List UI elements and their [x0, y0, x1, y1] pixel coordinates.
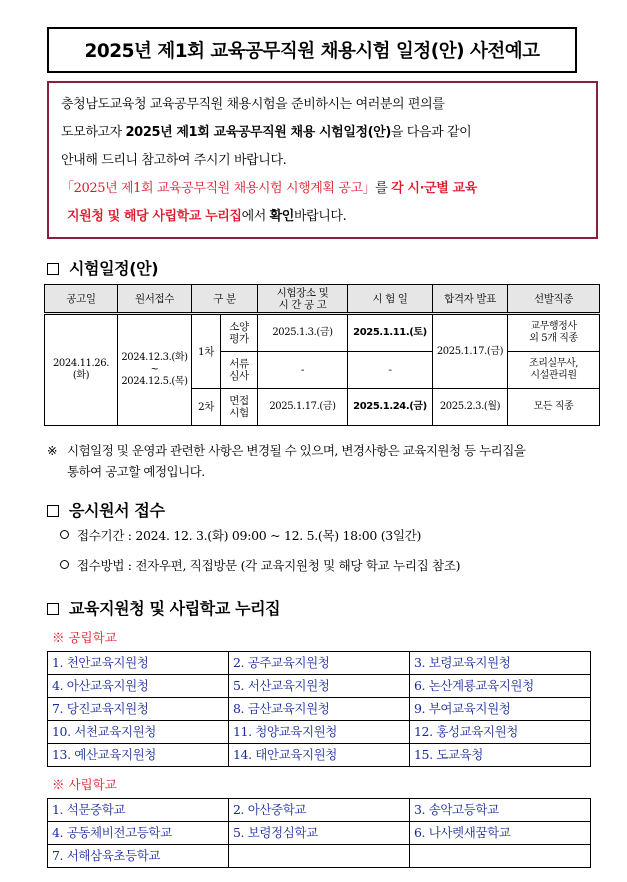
- private-schools-label: ※ 사립학교: [52, 777, 117, 792]
- stage-cell: 2차: [192, 389, 221, 426]
- type-line: 평가: [229, 333, 249, 345]
- type-line: 서류: [229, 358, 249, 370]
- website-link[interactable]: 6. 나사렛새꿈학교: [410, 822, 591, 845]
- exam-date-cell: -: [348, 352, 433, 389]
- website-link[interactable]: 11. 청양교육지원청: [229, 721, 410, 744]
- header-cell: 공고일: [45, 285, 118, 314]
- note-mark: ※: [47, 443, 57, 458]
- type-line: 시험: [229, 407, 249, 419]
- table-row: [48, 744, 591, 767]
- intro-text: 를: [375, 181, 392, 196]
- website-link[interactable]: 2. 공주교육지원청: [229, 652, 410, 675]
- header-cell: 선발직종: [508, 285, 600, 314]
- section-heading-websites: [47, 596, 280, 619]
- place-notice-cell: -: [258, 352, 348, 389]
- website-link[interactable]: 14. 태안교육지원청: [229, 744, 410, 767]
- section-heading-schedule: [47, 256, 158, 279]
- intro-emphasis: 2025년 제1회 교육공무직원 채용 시험일정(안): [125, 125, 391, 140]
- job-line: 교무행정사: [530, 321, 577, 332]
- website-link[interactable]: 3. 송악고등학교: [410, 799, 591, 822]
- website-link[interactable]: 3. 보령교육지원청: [410, 652, 591, 675]
- job-line: 조리실무사,: [528, 358, 579, 369]
- website-link[interactable]: 13. 예산교육지원청: [48, 744, 229, 767]
- intro-text: 에서: [241, 209, 270, 224]
- private-schools-table: [47, 798, 591, 868]
- website-link[interactable]: 1. 석문중학교: [48, 799, 229, 822]
- place-notice-cell: 2025.1.3.(금): [258, 314, 348, 352]
- intro-line-2: [61, 119, 584, 147]
- intro-text: 도모하고자: [61, 125, 126, 140]
- table-row: [48, 845, 591, 868]
- table-header-row: [45, 285, 600, 314]
- website-link[interactable]: 15. 도교육청: [410, 744, 591, 767]
- job-cell: 모든 직종: [508, 389, 600, 426]
- exam-date-cell: 2025.1.24.(금): [348, 389, 433, 426]
- bullet-method: [60, 556, 460, 574]
- header-line: 시험장소 및: [276, 286, 329, 299]
- announce-date-cell: 2024.11.26.(화): [45, 314, 118, 426]
- circle-bullet-icon: [60, 530, 69, 539]
- note-line-2: 통하여 공고할 예정입니다.: [67, 464, 205, 479]
- intro-emphasis: 지원청 및 해당 사립학교 누리집: [67, 209, 242, 224]
- header-cell: 합격자 발표: [433, 285, 508, 314]
- website-link[interactable]: 10. 서천교육지원청: [48, 721, 229, 744]
- website-link[interactable]: 4. 아산교육지원청: [48, 675, 229, 698]
- public-schools-label: ※ 공립학교: [52, 630, 117, 645]
- note-line-1: [47, 440, 602, 461]
- pass-date-cell: 2025.2.3.(월): [433, 389, 508, 426]
- section-label: 시험일정(안): [69, 259, 159, 278]
- website-link[interactable]: 2. 아산중학교: [229, 799, 410, 822]
- job-cell: [508, 352, 600, 389]
- intro-emphasis: 각 시·군별 교육: [391, 181, 477, 196]
- header-line: 시 간 공 고: [278, 298, 327, 311]
- website-link[interactable]: 12. 홍성교육지원청: [410, 721, 591, 744]
- intro-text: 바랍니다.: [293, 209, 347, 224]
- intro-line-1: 충청남도교육청 교육공무직원 채용시험을 준비하시는 여러분의 편의를: [61, 97, 445, 112]
- intro-line-3: 안내해 드리니 참고하여 주시기 바랍니다.: [61, 153, 287, 168]
- intro-notice: [47, 81, 598, 239]
- website-link[interactable]: 6. 논산계룡교육지원청: [410, 675, 591, 698]
- table-row: [45, 314, 600, 352]
- public-schools-table: [47, 651, 591, 767]
- table-row: [48, 799, 591, 822]
- checkbox-square-icon: [47, 263, 59, 275]
- schedule-table: [44, 284, 600, 426]
- section-label: 응시원서 접수: [69, 501, 165, 520]
- place-notice-cell: 2025.1.17.(금): [258, 389, 348, 426]
- note-text: 시험일정 및 운영과 관련한 사항은 변경될 수 있으며, 변경사항은 교육지원청 등 누리집을: [67, 443, 526, 458]
- website-link[interactable]: 4. 공동체비전고등학교: [48, 822, 229, 845]
- website-link[interactable]: 7. 서해삼육초등학교: [48, 845, 229, 868]
- website-link[interactable]: 5. 서산교육지원청: [229, 675, 410, 698]
- header-cell: [258, 285, 348, 314]
- bullet-text: 접수방법 : 전자우편, 직접방문 (각 교육지원청 및 해당 학교 누리집 참조): [77, 558, 461, 573]
- apply-tilde: ~: [150, 364, 159, 375]
- website-link[interactable]: 9. 부여교육지원청: [410, 698, 591, 721]
- table-row: [48, 675, 591, 698]
- checkbox-square-icon: [47, 603, 59, 615]
- page-title: 2025년 제1회 교육공무직원 채용시험 일정(안) 사전예고: [47, 27, 577, 73]
- job-line: 외 5개 직종: [529, 333, 578, 344]
- schedule-note: [47, 440, 602, 482]
- table-row: [48, 721, 591, 744]
- section-label: 교육지원청 및 사립학교 누리집: [69, 599, 281, 618]
- type-cell: [221, 389, 258, 426]
- header-cell: 시 험 일: [348, 285, 433, 314]
- job-cell: [508, 314, 600, 352]
- exam-date-cell: 2025.1.11.(토): [348, 314, 433, 352]
- intro-line-4: [61, 175, 584, 203]
- header-cell: 구 분: [192, 285, 258, 314]
- website-link[interactable]: 1. 천안교육지원청: [48, 652, 229, 675]
- bullet-period: [60, 526, 421, 544]
- intro-line-5: [61, 203, 584, 231]
- type-cell: [221, 314, 258, 352]
- table-row: [48, 698, 591, 721]
- type-line: 심사: [229, 370, 249, 382]
- table-row: [48, 652, 591, 675]
- header-cell: 원서접수: [118, 285, 192, 314]
- empty-cell: [229, 845, 410, 868]
- intro-emphasis: 확인: [269, 209, 294, 224]
- stage-cell: 1차: [192, 314, 221, 389]
- website-link[interactable]: 5. 보령정심학교: [229, 822, 410, 845]
- pass-date-cell: 2025.1.17.(금): [433, 314, 508, 389]
- apply-from: 2024.12.3.(화): [121, 352, 188, 363]
- website-link[interactable]: 7. 당진교육지원청: [48, 698, 229, 721]
- circle-bullet-icon: [60, 560, 69, 569]
- type-line: 소양: [229, 321, 249, 333]
- empty-cell: [410, 845, 591, 868]
- bullet-text: 접수기간 : 2024. 12. 3.(화) 09:00 ~ 12. 5.(목) 18:00 (3일간): [77, 528, 422, 543]
- table-row: [48, 822, 591, 845]
- type-line: 면접: [229, 395, 249, 407]
- checkbox-square-icon: [47, 505, 59, 517]
- apply-to: 2024.12.5.(목): [121, 376, 188, 387]
- apply-period-cell: [118, 314, 192, 426]
- announcement-title: 「2025년 제1회 교육공무직원 채용시험 시행계획 공고」: [61, 181, 376, 196]
- type-cell: [221, 352, 258, 389]
- job-line: 시설관리원: [530, 370, 577, 381]
- website-link[interactable]: 8. 금산교육지원청: [229, 698, 410, 721]
- section-heading-application: [47, 498, 165, 521]
- intro-text: 을 다음과 같이: [390, 125, 472, 140]
